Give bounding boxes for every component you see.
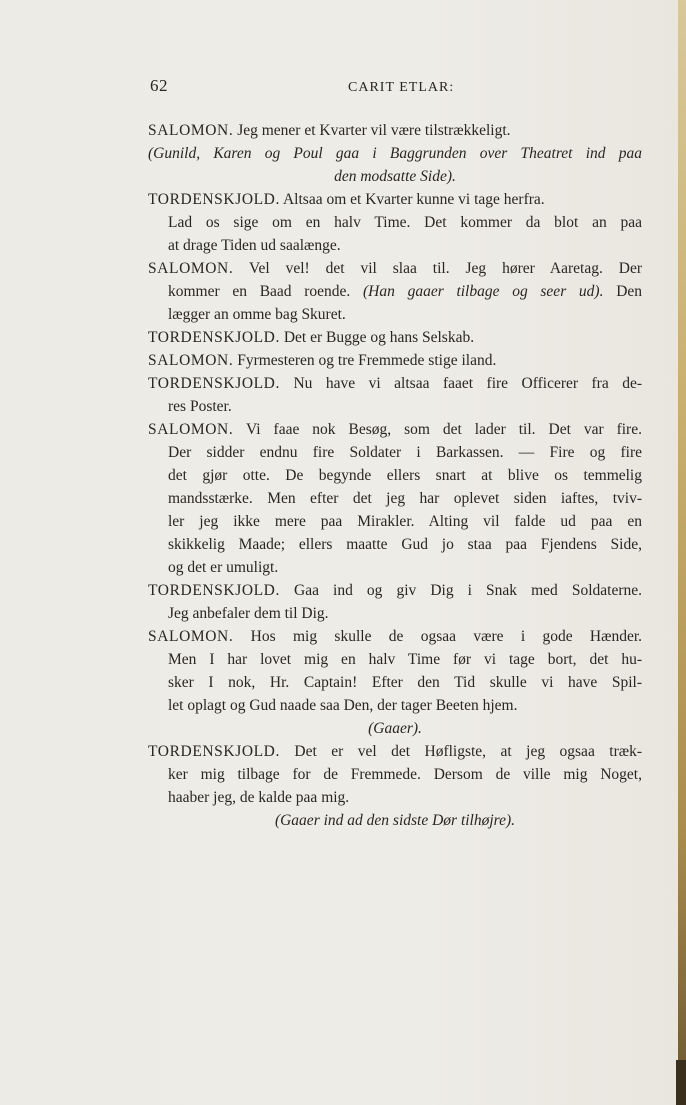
- stage-direction: den modsatte Side).: [334, 168, 456, 185]
- dialogue: Den: [616, 283, 643, 300]
- dialogue: lægger an omme bag Skuret.: [168, 306, 346, 323]
- dialogue: Det er vel det Høfligste, at jeg ogsaa træk-: [294, 743, 642, 760]
- dialogue: Jeg mener et Kvarter vil være tilstrækkeligt.: [237, 122, 511, 139]
- stage-direction: (Han gaaer tilbage og seer ud).: [363, 283, 604, 300]
- text-line: [148, 326, 642, 349]
- speaker-name: SALOMON.: [148, 260, 234, 277]
- dialogue: ker mig tilbage for de Fremmede. Dersom de ville mig Noget,: [168, 766, 642, 783]
- dialogue: res Poster.: [168, 398, 232, 415]
- speaker-name: SALOMON.: [148, 122, 234, 139]
- speaker-name: SALOMON.: [148, 352, 234, 369]
- stage-direction: (Gaaer).: [368, 720, 422, 737]
- dialogue: kommer en Baad roende.: [168, 283, 351, 300]
- text-line: [148, 257, 642, 280]
- speaker-name: TORDENSKJOLD.: [148, 329, 280, 346]
- text-line: [148, 188, 642, 211]
- text-line: [148, 372, 642, 395]
- dialogue: Hos mig skulle de ogsaa være i gode Hænder.: [250, 628, 643, 645]
- text-line: [148, 740, 642, 763]
- text-line: [148, 349, 642, 372]
- dialogue: skikkelig Maade; ellers maatte Gud jo staa paa Fjendens Side,: [168, 536, 642, 553]
- dialogue: let oplagt og Gud naade saa Den, der tager Beeten hjem.: [168, 697, 518, 714]
- text-line: [148, 280, 642, 303]
- stage-direction: (Gunild, Karen og Poul gaa i Baggrunden over Theatret ind paa: [148, 145, 642, 162]
- page-edge: [678, 0, 686, 1105]
- dialogue: og det er umuligt.: [168, 559, 279, 576]
- speaker-name: TORDENSKJOLD.: [148, 375, 280, 392]
- speaker-name: TORDENSKJOLD.: [148, 582, 280, 599]
- text-line: [148, 579, 642, 602]
- dialogue: ler jeg ikke mere paa Mirakler. Alting vil falde ud paa en: [168, 513, 642, 530]
- speaker-name: TORDENSKJOLD.: [148, 743, 280, 760]
- dialogue: Vel vel! det vil slaa til. Jeg hører Aaretag. Der: [248, 260, 642, 277]
- page-number: 62: [150, 76, 168, 95]
- dialogue: at drage Tiden ud saalænge.: [168, 237, 341, 254]
- dialogue: Gaa ind og giv Dig i Snak med Soldaterne.: [294, 582, 643, 599]
- running-head: CARIT ETLAR:: [348, 80, 455, 95]
- text-line: [148, 418, 642, 441]
- dialogue: Altsaa om et Kvarter kunne vi tage herfra.: [282, 191, 545, 208]
- dialogue: sker I nok, Hr. Captain! Efter den Tid skulle vi have Spil-: [168, 674, 642, 691]
- dialogue: Det er Bugge og hans Selskab.: [283, 329, 475, 346]
- dialogue: Lad os sige om en halv Time. Det kommer da blot an paa: [168, 214, 642, 231]
- stage-direction: (Gaaer ind ad den sidste Dør tilhøjre).: [274, 812, 516, 829]
- page-edge-shadow: [676, 1060, 686, 1105]
- text-line: [148, 625, 642, 648]
- dialogue: haaber jeg, de kalde paa mig.: [168, 789, 350, 806]
- text-line: [148, 119, 642, 142]
- dialogue: Jeg anbefaler dem til Dig.: [168, 605, 329, 622]
- dialogue: Vi faae nok Besøg, som det lader til. Det var fire.: [246, 421, 642, 438]
- play-text: [148, 119, 642, 832]
- dialogue: Der sidder endnu fire Soldater i Barkassen. — Fire og fire: [168, 444, 642, 461]
- dialogue: mandsstærke. Men efter det jeg har oplevet siden iaftes, tviv-: [168, 490, 642, 507]
- speaker-name: SALOMON.: [148, 421, 234, 438]
- page-header: [150, 76, 590, 100]
- dialogue: Men I har lovet mig en halv Time før vi tage bort, det hu-: [168, 651, 642, 668]
- speaker-name: TORDENSKJOLD.: [148, 191, 280, 208]
- dialogue: det gjør otte. De begynde ellers snart at blive os temmelig: [168, 467, 642, 484]
- speaker-name: SALOMON.: [148, 628, 234, 645]
- dialogue: Nu have vi altsaa faaet fire Officerer fra de-: [293, 375, 643, 392]
- dialogue: Fyrmesteren og tre Fremmede stige iland.: [237, 352, 497, 369]
